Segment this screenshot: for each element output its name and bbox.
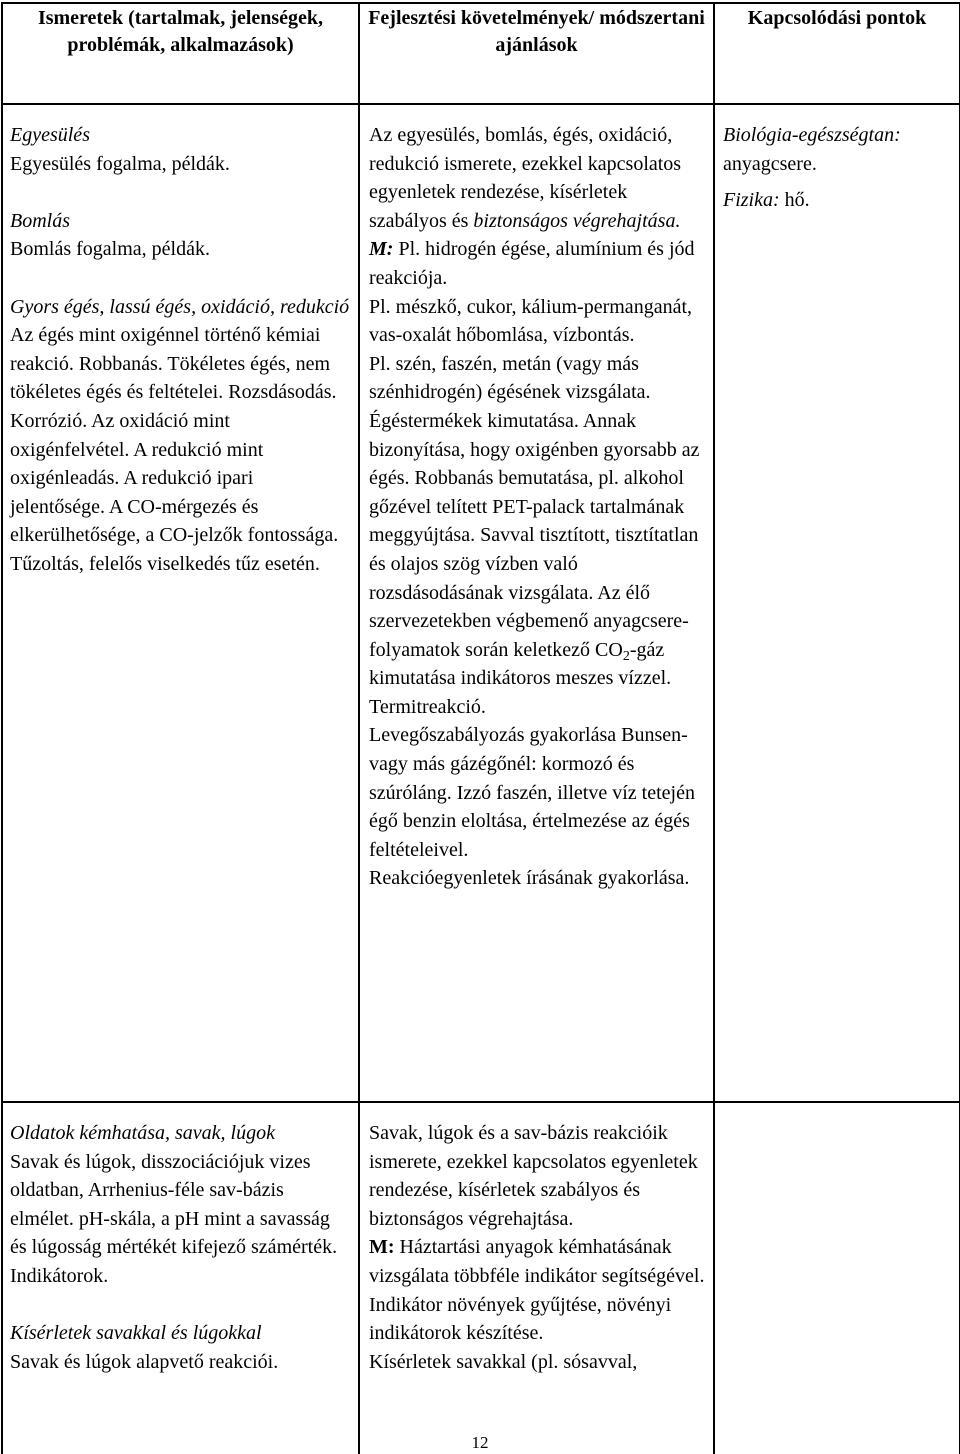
topic-title: Bomlás	[10, 209, 70, 232]
connection-subject: Biológia-egészségtan:	[723, 124, 901, 146]
knowledge-cell	[2, 1102, 359, 1454]
methods-paragraph	[369, 350, 705, 693]
topic-title: Kísérletek savakkal és lúgokkal	[10, 1322, 262, 1345]
topic-block	[10, 207, 350, 264]
connection-item	[723, 186, 953, 215]
header-connections: Kapcsolódási pontok	[714, 3, 960, 104]
subscript: 2	[622, 648, 630, 664]
table-header-row	[2, 3, 960, 104]
header-requirements: Fejlesztési követelmények/ módszertani ajánlások	[359, 3, 714, 104]
topic-text: Bomlás fogalma, példák.	[10, 238, 210, 261]
requirements-cell	[359, 1102, 714, 1454]
methods-text: Háztartási anyagok kémhatásának vizsgálata többféle indikátor segítségével. Indikátor növények gyűjtése, növényi indikátorok készítése.	[369, 1236, 705, 1345]
table-row	[2, 1102, 960, 1454]
connection-subject: Fizika:	[723, 189, 780, 212]
topic-text: Az égés mint oxigénnel történő kémiai reakció. Robbanás. Tökéletes égés, nem tökéletes égés és feltételei. Rozsdásodás. Korrózió. Az oxidáció mint oxigénfelvétel. A redukció mint oxigénleadás. A redukció ipari jelentősége. A CO-mérgezés és elkerülhetősége, a CO-jelzők fontossága. Tűzoltás, felelős viselkedés tűz esetén.	[10, 324, 339, 575]
methods-text: -gáz kimutatása indikátoros meszes vízzel.	[369, 638, 672, 690]
connections-cell	[714, 1102, 960, 1454]
topic-text: Savak és lúgok, disszociációjuk vizes oldatban, Arrhenius-féle sav-bázis elmélet. pH-skála, a pH mint a savasság és lúgosság mértékét kifejező számérték. Indikátorok.	[10, 1150, 338, 1287]
methods-paragraph: Kísérletek savakkal (pl. sósavval,	[369, 1350, 638, 1373]
page-number: 12	[471, 1433, 489, 1452]
methods-text: Pl. hidrogén égése, alumínium és jód reakciója.	[369, 238, 695, 289]
requirements-paragraph: Savak, lúgok és a sav-bázis reakcióik ismerete, ezekkel kapcsolatos egyenletek rendezése, kísérletek szabályos és biztonságos végrehajtása.	[369, 1122, 698, 1230]
topic-block	[10, 121, 350, 178]
requirements-intro: Az egyesülés, bomlás, égés, oxidáció, redukció ismerete, ezekkel kapcsolatos egyenletek rendezése, kísérletek szabályos és	[369, 124, 682, 232]
connection-topic: hő.	[784, 189, 810, 212]
topic-title: Egyesülés	[10, 124, 90, 146]
methods-paragraph: Levegőszabályozás gyakorlása Bunsen- vagy más gázégőnél: kormozó és szúróláng. Izzó faszén, illetve víz tetején égő benzin eloltása, értelmezése az égés feltételeivel.	[369, 724, 695, 861]
methods-paragraph: Reakcióegyenletek írásának gyakorlása.	[369, 867, 690, 890]
topic-text: Savak és lúgok alapvető reakciói.	[10, 1350, 279, 1373]
topic-block	[10, 1119, 350, 1291]
requirements-paragraph	[369, 121, 705, 235]
curriculum-table	[1, 2, 960, 1454]
topic-block	[10, 293, 350, 579]
requirements-cell	[359, 104, 714, 1102]
methods-paragraph	[369, 1233, 705, 1347]
methods-text: Pl. szén, faszén, metán (vagy más szénhidrogén) égésének vizsgálata. Égéstermékek kimutatása. Annak bizonyítása, hogy oxigénben gyorsabb az égés. Robbanás bemutatása, pl. alkohol gőzével telített PET-palack tartalmának meggyújtása. Savval tisztított, tisztítatlan és olajos szög vízben való rozsdásodásának vizsgálata. Az élő szervezetekben végbemenő anyagcsere-folyamatok során keletkező CO	[369, 352, 700, 661]
topic-text: Egyesülés fogalma, példák.	[10, 152, 230, 175]
methods-label: M:	[369, 1236, 395, 1259]
methods-label: M:	[369, 238, 394, 261]
methods-paragraph: Pl. mészkő, cukor, kálium-permanganát, vas-oxalát hőbomlása, vízbontás.	[369, 295, 692, 347]
header-knowledge: Ismeretek (tartalmak, jelenségek, problémák, alkalmazások)	[2, 3, 359, 104]
knowledge-cell	[2, 104, 359, 1102]
connections-cell	[714, 104, 960, 1102]
topic-title: Gyors égés, lassú égés, oxidáció, redukció	[10, 295, 350, 318]
connection-topic: anyagcsere.	[723, 152, 817, 175]
table-row	[2, 104, 960, 1102]
methods-paragraph: Termitreakció.	[369, 695, 486, 718]
connection-item	[723, 121, 953, 178]
topic-title: Oldatok kémhatása, savak, lúgok	[10, 1122, 275, 1144]
requirements-intro-italic: biztonságos végrehajtása.	[473, 209, 681, 232]
topic-block	[10, 1319, 350, 1376]
methods-paragraph	[369, 235, 705, 292]
